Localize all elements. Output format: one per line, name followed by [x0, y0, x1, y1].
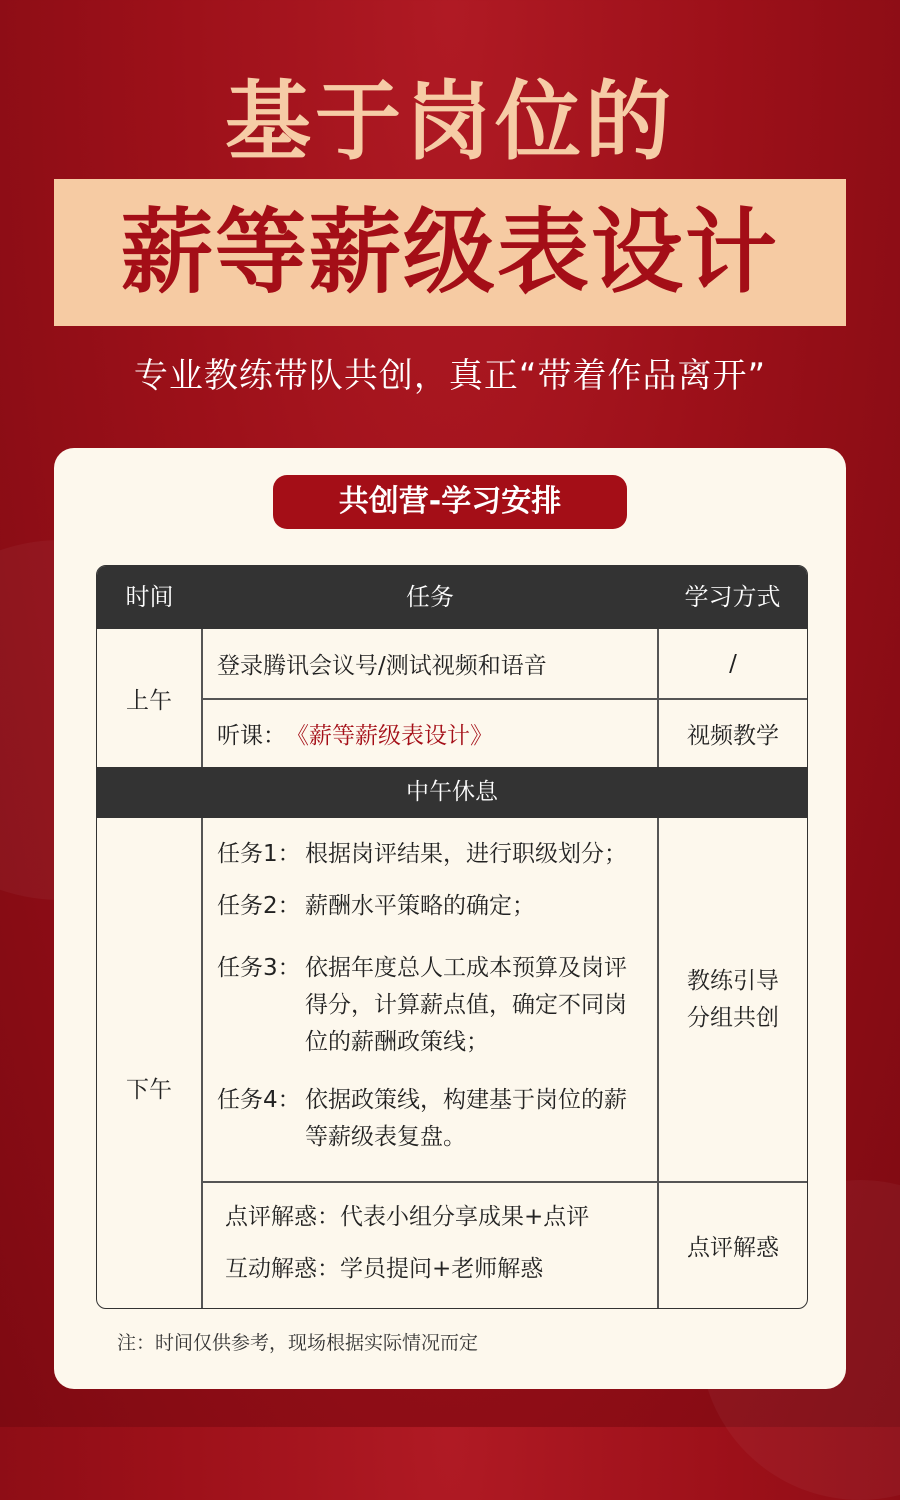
- subtitle: 专业教练带队共创，真正“带着作品离开”: [133, 356, 767, 396]
- noon-break-row: 中午休息: [97, 767, 807, 818]
- review-line: 点评解惑：代表小组分享成果+点评: [225, 1204, 590, 1230]
- task-prefix: 听课：: [217, 723, 286, 749]
- task-cell: 登录腾讯会议号/测试视频和语音: [217, 653, 547, 679]
- schedule-card: [54, 448, 846, 1389]
- method-line: 教练引导: [687, 967, 779, 994]
- course-title: 《薪等薪级表设计》: [286, 723, 493, 749]
- task-item: [217, 836, 640, 873]
- task-item: [217, 1082, 640, 1156]
- task-text: 依据政策线，构建基于岗位的薪等薪级表复盘。: [305, 1087, 627, 1150]
- title-line-2: 薪等薪级表设计: [120, 199, 779, 306]
- footnote: 注：时间仅供参考，现场根据实际情况而定: [117, 1332, 479, 1354]
- task-label: 任务1：: [217, 841, 301, 867]
- review-line: 互动解惑：学员提问+老师解惑: [225, 1256, 544, 1282]
- task-label: 任务2：: [217, 893, 301, 919]
- task-label: 任务3：: [217, 955, 301, 981]
- method-cell: 视频教学: [687, 723, 779, 749]
- column-header-task: 任务: [406, 583, 454, 611]
- task-text: 根据岗评结果，进行职级划分；: [305, 841, 627, 867]
- task-text: 依据年度总人工成本预算及岗评得分，计算薪点值，确定不同岗位的薪酬政策线；: [305, 955, 627, 1055]
- method-cell: 点评解惑: [687, 1235, 779, 1261]
- method-cell: [659, 818, 807, 1181]
- schedule-pill-title: 共创营-学习安排: [273, 475, 627, 529]
- table-header: [97, 566, 807, 629]
- schedule-table: [96, 565, 808, 1309]
- column-header-method: 学习方式: [684, 583, 781, 611]
- task-text: 薪酬水平策略的确定；: [305, 893, 535, 919]
- column-header-time: 时间: [125, 583, 174, 611]
- task-cell: [217, 700, 657, 767]
- method-line: 分组共创: [687, 1004, 779, 1031]
- task-label: 任务4：: [217, 1087, 301, 1113]
- task-item: [217, 950, 640, 1061]
- time-cell-morning: 上午: [126, 687, 172, 714]
- title-line-1: 基于岗位的: [225, 72, 675, 172]
- method-cell: /: [729, 650, 737, 677]
- time-cell-afternoon: 下午: [126, 1076, 172, 1103]
- task-item: [217, 888, 640, 925]
- grid-line: [201, 818, 203, 1308]
